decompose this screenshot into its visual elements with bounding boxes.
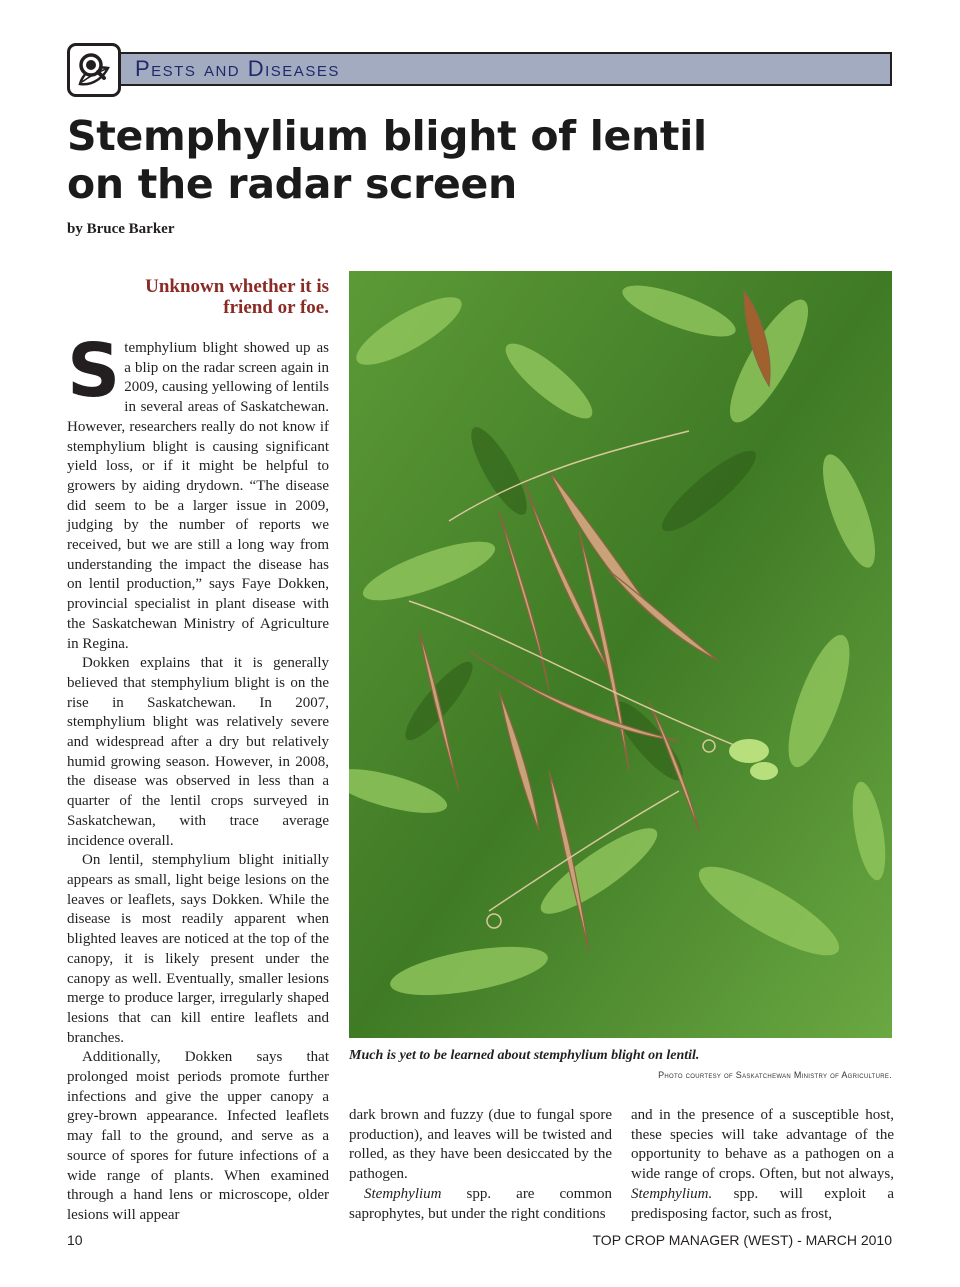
drop-cap: S [67, 328, 121, 414]
photo-caption: Much is yet to be learned about stemphylium blight on lentil. [349, 1048, 700, 1063]
paragraph-1-text: temphylium blight showed up as a blip on the radar screen again in 2009, causing yellowing of lentils in several areas of Saskatchewan. However, researchers really do not know if stemphylium blight is causing significant yield loss, or if it might be helpful to growers by aiding drydown. “The disease did seem to be a larger issue in 2009, judging by the number of reports we received, but we are still a long way from understanding the impact the disease has on lentil production,” says Faye Dokken, provincial specialist in plant disease with the Saskatchewan Ministry of Agriculture in Regina. [67, 340, 329, 652]
magnifier-over-leaf-icon [67, 43, 121, 97]
photo-illustration [349, 271, 892, 1038]
deck-line-1: Unknown whether it is [145, 276, 329, 297]
photo-credit: Photo courtesy of Saskatchewan Ministry of Agriculture. [658, 1070, 892, 1080]
deck [67, 276, 329, 318]
section-banner [121, 52, 892, 86]
genus-name: Stemphylium [364, 1185, 442, 1202]
lentil-blight-photo [349, 271, 892, 1038]
paragraph-7-text-b: spp. will exploit a predisposing factor, such as frost, [631, 1185, 894, 1222]
body-column-1 [67, 328, 329, 1226]
paragraph-7 [631, 1106, 894, 1224]
paragraph-5: dark brown and fuzzy (due to fungal spore production), and leaves will be twisted and rolled, as they have been desiccated by the pathogen. [349, 1107, 612, 1183]
paragraph-4: Additionally, Dokken says that prolonged moist periods promote further infections and give the upper canopy a grey-brown appearance. Infected leaflets may fall to the ground, and serve as a source of spores for future infections of a wide range of plants. When examined through a hand lens or microscope, older lesions will appear [67, 1049, 329, 1223]
deck-line-2: friend or foe. [223, 297, 329, 318]
byline: by Bruce Barker [67, 221, 175, 237]
body-column-2 [349, 1106, 612, 1224]
headline-line-2: on the radar screen [67, 160, 517, 208]
page-number: 10 [67, 1232, 83, 1248]
section-label: Pests and Diseases [135, 56, 340, 81]
article-headline [67, 112, 887, 208]
paragraph-3: On lentil, stemphylium blight initially appears as small, light beige lesions on the leaves or leaflets, says Dokken. While the disease is most readily apparent when blighted leaves are noticed at the top of the canopy, it is likely present under the canopy as well. Eventually, smaller lesions merge to produce larger, irregularly shaped lesions that can kill entire leaflets and branches. [67, 852, 329, 1046]
paragraph-6 [349, 1185, 612, 1224]
paragraph-1 [67, 328, 329, 654]
paragraph-6-text: spp. are common saprophytes, but under the right conditions [349, 1185, 612, 1222]
publication-footer: TOP CROP MANAGER (WEST) - MARCH 2010 [592, 1232, 892, 1248]
genus-name-2: Stemphylium. [631, 1185, 713, 1202]
section-icon-graphic [70, 46, 118, 94]
paragraph-7-text-a: and in the presence of a susceptible host, these species will take advantage of the opportunity to behave as a pathogen on a wide range of crops. Often, but not always, [631, 1107, 894, 1183]
body-column-3 [631, 1106, 894, 1224]
paragraph-2: Dokken explains that it is generally believed that stemphylium blight is on the rise in Saskatchewan. In 2007, stemphylium blight was relatively severe and widespread after a dry but relatively humid growing season. However, in 2008, the disease was observed in less than a quarter of the lentil crops surveyed in Saskatchewan, with trace average incidence overall. [67, 655, 329, 849]
headline-line-1: Stemphylium blight of lentil [67, 112, 707, 160]
